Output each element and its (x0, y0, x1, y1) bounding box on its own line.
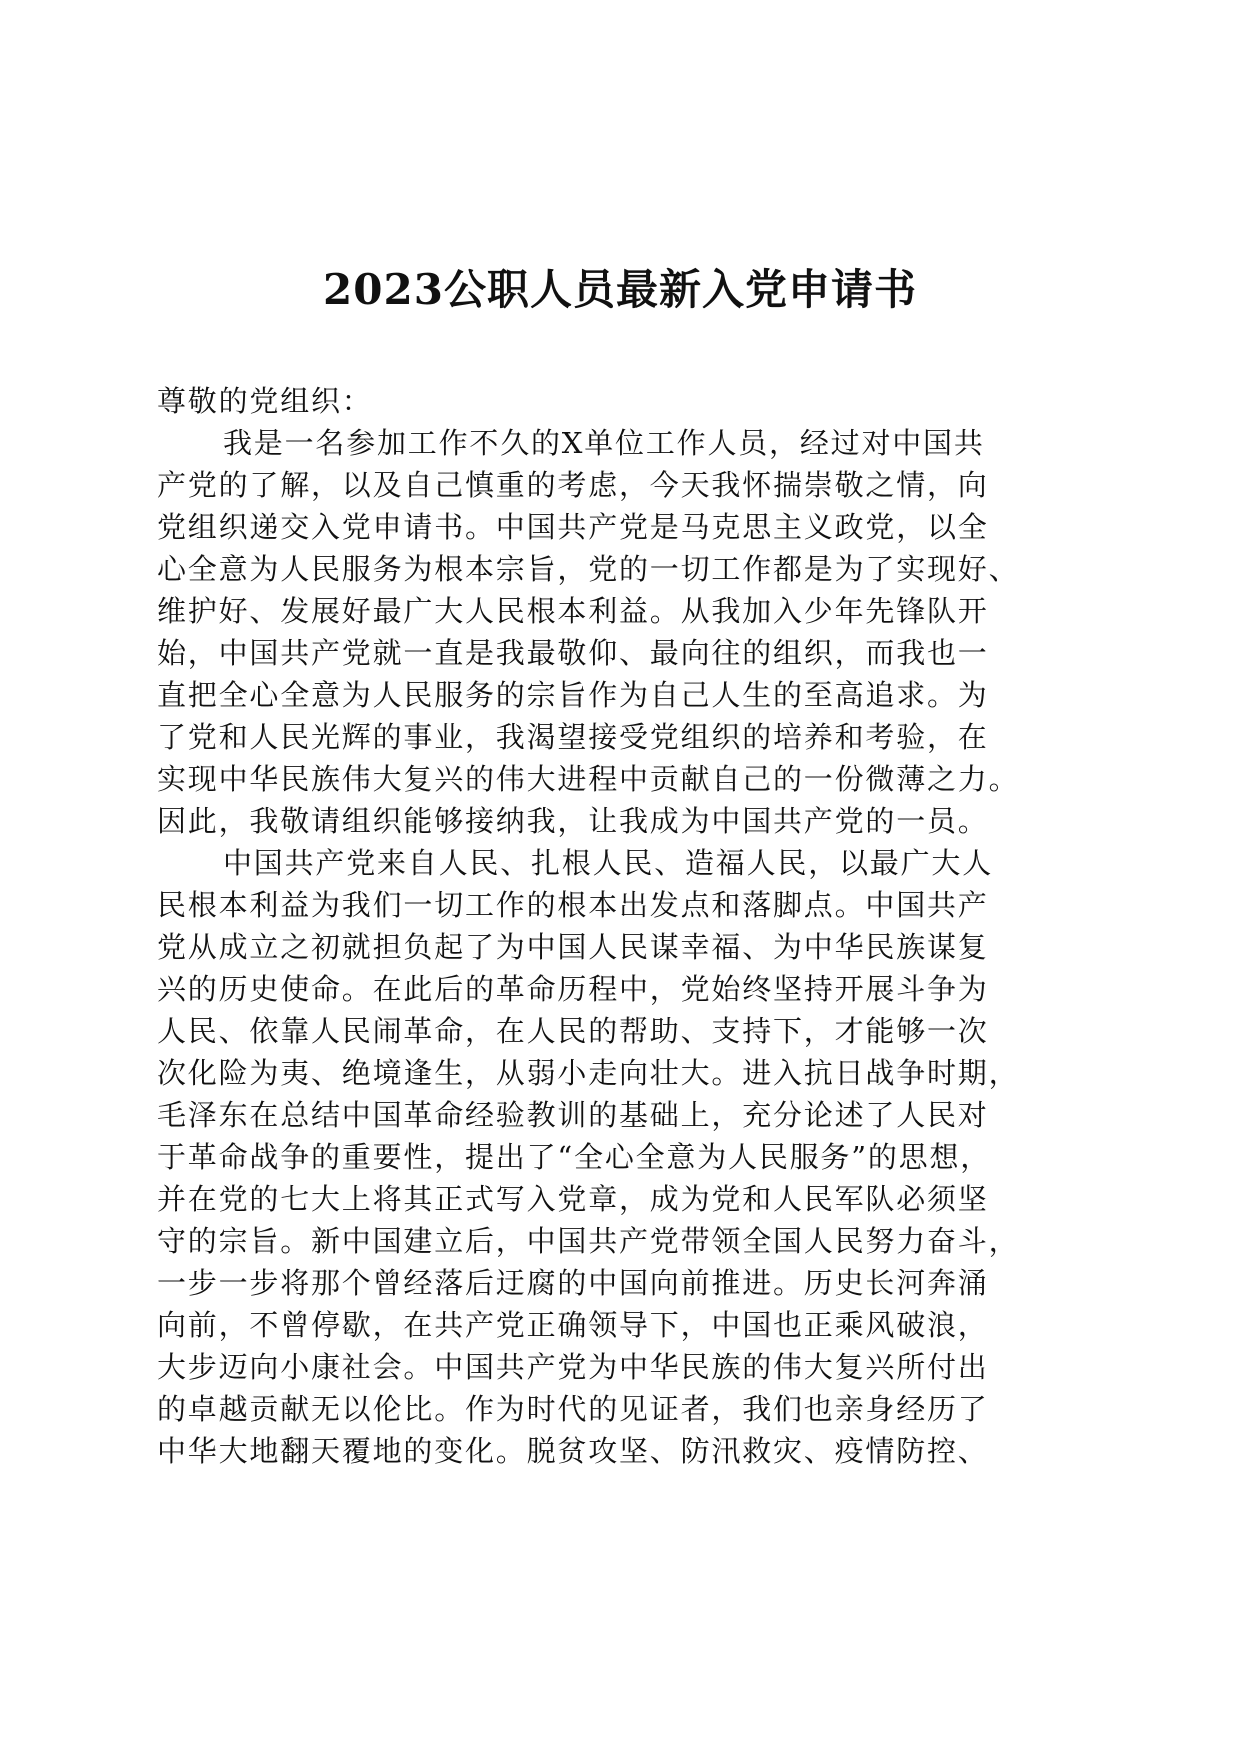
paragraph-2-line: 于革命战争的重要性，提出了“全心全意为人民服务”的思想， (157, 1140, 992, 1174)
paragraph-1-line: 直把全心全意为人民服务的宗旨作为自己人生的至高追求。为 (157, 678, 989, 712)
paragraph-2-line: 的卓越贡献无以伦比。作为时代的见证者，我们也亲身经历了 (157, 1392, 989, 1426)
paragraph-2-line: 守的宗旨。新中国建立后，中国共产党带领全国人民努力奋斗， (157, 1224, 1020, 1258)
paragraph-2-line: 一步一步将那个曾经落后迂腐的中国向前推进。历史长河奔涌 (157, 1266, 989, 1300)
paragraph-2-line: 中华大地翻天覆地的变化。脱贫攻坚、防汛救灾、疫情防控、 (157, 1434, 989, 1468)
paragraph-2-line: 中国共产党来自人民、扎根人民、造福人民，以最广大人 (223, 846, 994, 880)
paragraph-2-line: 兴的历史使命。在此后的革命历程中，党始终坚持开展斗争为 (157, 972, 989, 1006)
document-title: 2023公职人员最新入党申请书 (323, 265, 917, 314)
paragraph-2-line: 大步迈向小康社会。中国共产党为中华民族的伟大复兴所付出 (157, 1350, 989, 1384)
paragraph-1-line: 产党的了解，以及自己慎重的考虑，今天我怀揣崇敬之情，向 (157, 468, 989, 502)
paragraph-1-line: 因此，我敬请组织能够接纳我，让我成为中国共产党的一员。 (157, 804, 989, 838)
paragraph-1-line: 我是一名参加工作不久的X单位工作人员，经过对中国共 (223, 426, 985, 460)
paragraph-2-line: 向前，不曾停歇，在共产党正确领导下，中国也正乘风破浪， (157, 1308, 989, 1342)
paragraph-1-line: 实现中华民族伟大复兴的伟大进程中贡献自己的一份微薄之力。 (157, 762, 1020, 796)
paragraph-1-line: 了党和人民光辉的事业，我渴望接受党组织的培养和考验，在 (157, 720, 989, 754)
paragraph-2-line: 毛泽东在总结中国革命经验教训的基础上，充分论述了人民对 (157, 1098, 989, 1132)
paragraph-1-line: 心全意为人民服务为根本宗旨，党的一切工作都是为了实现好、 (157, 552, 1020, 586)
document-body (157, 380, 1093, 1472)
paragraph-2-line: 并在党的七大上将其正式写入党章，成为党和人民军队必须坚 (157, 1182, 989, 1216)
salutation: 尊敬的党组织： (157, 384, 373, 418)
paragraph-1-line: 维护好、发展好最广大人民根本利益。从我加入少年先锋队开 (157, 594, 989, 628)
paragraph-1-line: 党组织递交入党申请书。中国共产党是马克思主义政党，以全 (157, 510, 989, 544)
paragraph-1-line: 始，中国共产党就一直是我最敬仰、最向往的组织，而我也一 (157, 636, 989, 670)
paragraph-2-line: 次化险为夷、绝境逢生，从弱小走向壮大。进入抗日战争时期， (157, 1056, 1020, 1090)
paragraph-2-line: 党从成立之初就担负起了为中国人民谋幸福、为中华民族谋复 (157, 930, 989, 964)
paragraph-2-line: 人民、依靠人民闹革命，在人民的帮助、支持下，才能够一次 (157, 1014, 989, 1048)
paragraph-2-line: 民根本利益为我们一切工作的根本出发点和落脚点。中国共产 (157, 888, 989, 922)
